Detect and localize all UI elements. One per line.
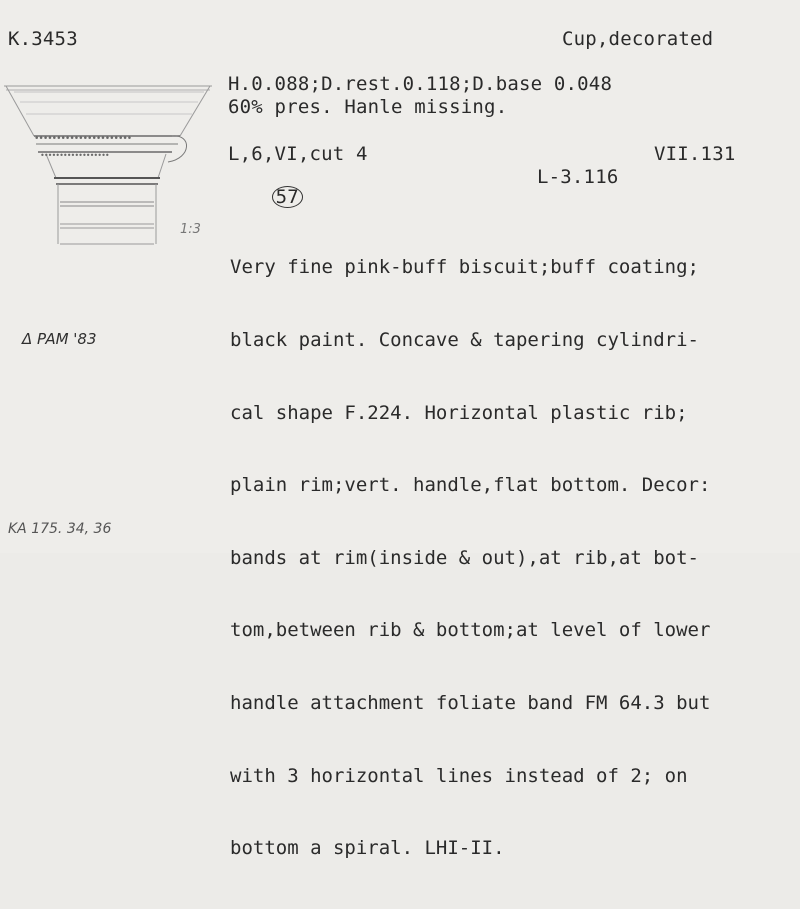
description-block	[230, 207, 710, 909]
context-line: L,6,VI,cut 4	[228, 143, 368, 165]
description-line: black paint. Concave & tapering cylindri-	[230, 329, 699, 352]
scale-note: 1:3	[180, 222, 201, 237]
description-line: handle attachment foliate band FM 64.3 but	[230, 692, 711, 715]
object-type: Cup,decorated	[562, 28, 714, 50]
drawer-note: Δ PAM '83	[22, 330, 97, 348]
description-line: tom,between rib & bottom;at level of lower	[230, 619, 711, 642]
description-line: bottom a spiral. LHI-II.	[230, 837, 505, 860]
catalog-number: K.3453	[8, 28, 78, 50]
description-line: with 3 horizontal lines instead of 2; on	[230, 764, 688, 787]
description-line: cal shape F.224. Horizontal plastic rib;	[230, 401, 688, 424]
reference-number: VII.131	[654, 143, 736, 165]
svg-text:••••••••••••••••••••••: ••••••••••••••••••••••	[34, 134, 132, 144]
svg-text:••••••••••••••••••: ••••••••••••••••••	[40, 151, 109, 160]
dimensions: H.0.088;D.rest.0.118;D.base 0.048	[228, 73, 613, 95]
circled-number: 57	[272, 186, 303, 208]
description-line: bands at rim(inside & out),at rib,at bot-	[230, 546, 699, 569]
inventory-number: L-3.116	[537, 166, 619, 188]
description-line: plain rim;vert. handle,flat bottom. Decor:	[230, 474, 711, 497]
description-line: Very fine pink-buff biscuit;buff coating;	[230, 256, 699, 279]
bottom-note: KA 175. 34, 36	[8, 521, 112, 537]
preservation: 60% pres. Hanle missing.	[228, 96, 508, 118]
